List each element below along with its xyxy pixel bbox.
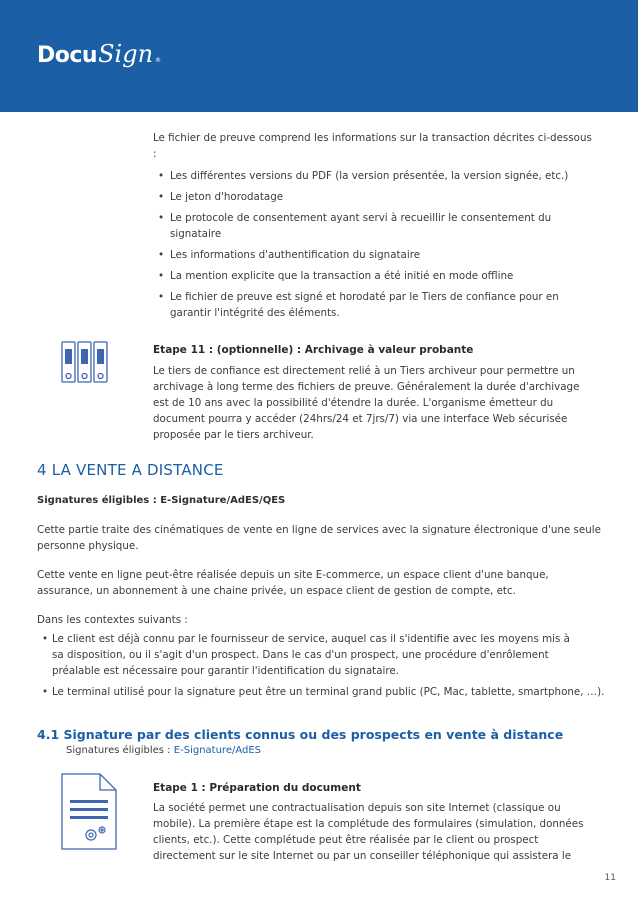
- context-item: • Le client est déjà connu par le fournisseur de service, auquel cas il s'identifie avec les moyens mis à sa disposition, ou il s'agit d'un prospect. Dans le cas d'un prospect, une procédure d'enrôlement préalable est nécessaire pour garantir l'identification du signataire.: [37, 631, 582, 679]
- eligible-signatures: Signatures éligibles : E-Signature/AdES/QES: [37, 495, 286, 506]
- paragraph: Cette partie traite des cinématiques de vente en ligne de services avec la signature électronique d'une seule personne physique.: [37, 524, 601, 552]
- step11-body: Le tiers de confiance est directement relié à un Tiers archiveur pour permettre un archivage à long terme des fichiers de preuve. Généralement la durée d'archivage est de 10 ans avec la possibilité d'étendre la durée. L'organisme émetteur du document pourra y accéder (24hrs/24 et 7jrs/7) via une interface Web sécurisée proposée par le tiers archiveur.: [153, 365, 580, 441]
- proof-item: • Le protocole de consentement ayant servi à recueillir le consentement du signataire: [153, 210, 580, 242]
- paragraph: Cette vente en ligne peut-être réalisée depuis un site E-commerce, un espace client d'une banque, assurance, un abonnement à une chaine privée, un espace client de gestion de compte, etc.: [37, 569, 549, 597]
- context-list: [37, 631, 605, 700]
- subsection-eligible: [66, 742, 261, 759]
- proof-item: • Les informations d'authentification du signataire: [153, 247, 595, 263]
- section4-body: [37, 493, 605, 700]
- step11-block: [153, 342, 593, 443]
- docusign-logo: [37, 40, 161, 68]
- eligible-value: E-Signature/AdES: [173, 745, 262, 756]
- logo-docu-text: Docu: [37, 43, 98, 68]
- step1-block: [153, 780, 598, 864]
- step1-title: Etape 1 : Préparation du document: [153, 782, 361, 794]
- document-settings-icon: [60, 772, 120, 852]
- proof-item: • Le jeton d'horodatage: [153, 189, 595, 205]
- archive-binders-icon: [60, 340, 110, 385]
- section-heading: 4 LA VENTE A DISTANCE: [37, 461, 224, 479]
- proof-item: • Les différentes versions du PDF (la version présentée, la version signée, etc.): [153, 168, 595, 184]
- proof-block: [153, 130, 595, 321]
- proof-item: • La mention explicite que la transaction a été initié en mode offline: [153, 268, 595, 284]
- logo-sign-text: Sign: [98, 40, 154, 68]
- proof-list: [153, 168, 595, 321]
- step1-body: La société permet une contractualisation depuis son site Internet (classique ou mobile). La première étape est la complétude des formulaires (simulation, données clients, etc.). Cette complétude peut être réalisée par le client ou prospect directement sur le site Internet ou par un conseiller téléphonique qui assistera le: [153, 802, 584, 862]
- context-item: • Le terminal utilisé pour la signature peut être un terminal grand public (PC, Mac, tablette, smartphone, …).: [37, 684, 605, 700]
- subsection-heading: 4.1 Signature par des clients connus ou des prospects en vente à distance: [37, 727, 564, 742]
- page-number: 11: [604, 873, 616, 883]
- paragraph: Dans les contextes suivants :: [37, 614, 188, 626]
- proof-item: • Le fichier de preuve est signé et horodaté par le Tiers de confiance pour en garantir l'intégrité des éléments.: [153, 289, 585, 321]
- step11-title: Etape 11 : (optionnelle) : Archivage à valeur probante: [153, 344, 474, 356]
- header-banner: [0, 0, 638, 112]
- logo-registered-mark: ®: [155, 57, 162, 64]
- proof-intro: Le fichier de preuve comprend les informations sur la transaction décrites ci-dessous :: [153, 132, 592, 160]
- eligible-label: Signatures éligibles :: [66, 745, 171, 756]
